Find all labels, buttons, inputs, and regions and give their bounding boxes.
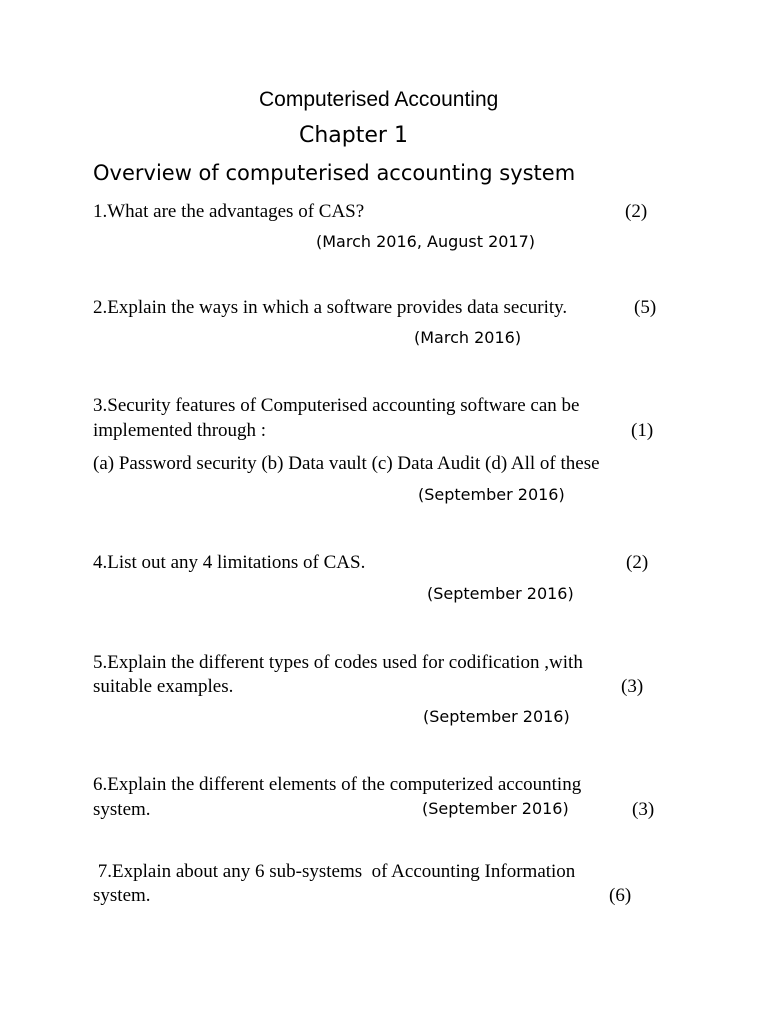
question-2-reference: (March 2016): [414, 328, 522, 347]
question-4-reference: (September 2016): [427, 584, 574, 603]
question-1-text: 1.What are the advantages of CAS?: [93, 201, 365, 222]
question-5-text: 5.Explain the different types of codes used for codification ,with: [93, 652, 583, 673]
question-1-reference: (March 2016, August 2017): [316, 232, 536, 251]
question-3-text-line2: implemented through :: [93, 420, 267, 441]
question-2-text: 2.Explain the ways in which a software provides data security.: [93, 297, 568, 318]
question-6-text: 6.Explain the different elements of the computerized accounting: [93, 774, 582, 795]
question-5-text-line2: suitable examples.: [93, 676, 234, 697]
question-1-marks: (2): [625, 201, 648, 222]
question-6-marks: (3): [632, 799, 655, 820]
question-2-marks: (5): [634, 297, 657, 318]
question-7-marks: (6): [609, 885, 632, 906]
question-5-marks: (3): [621, 676, 644, 697]
question-7-text: 7.Explain about any 6 sub-systems of Accounting Information: [93, 861, 576, 882]
question-3-reference: (September 2016): [418, 485, 565, 504]
question-3-options: (a) Password security (b) Data vault (c) Data Audit (d) All of these: [93, 453, 600, 474]
question-3-text: 3.Security features of Computerised accounting software can be: [93, 395, 580, 416]
question-4-text: 4.List out any 4 limitations of CAS.: [93, 552, 366, 573]
question-5-reference: (September 2016): [423, 707, 570, 726]
question-6-reference: (September 2016): [422, 799, 569, 818]
question-4-marks: (2): [626, 552, 649, 573]
question-7-text-line2: system.: [93, 885, 151, 906]
chapter-heading: Chapter 1: [299, 123, 408, 148]
chapter-title: Overview of computerised accounting system: [93, 161, 576, 185]
question-6-text-line2: system.: [93, 799, 151, 820]
course-title: Computerised Accounting: [259, 88, 499, 111]
question-3-marks: (1): [631, 420, 654, 441]
